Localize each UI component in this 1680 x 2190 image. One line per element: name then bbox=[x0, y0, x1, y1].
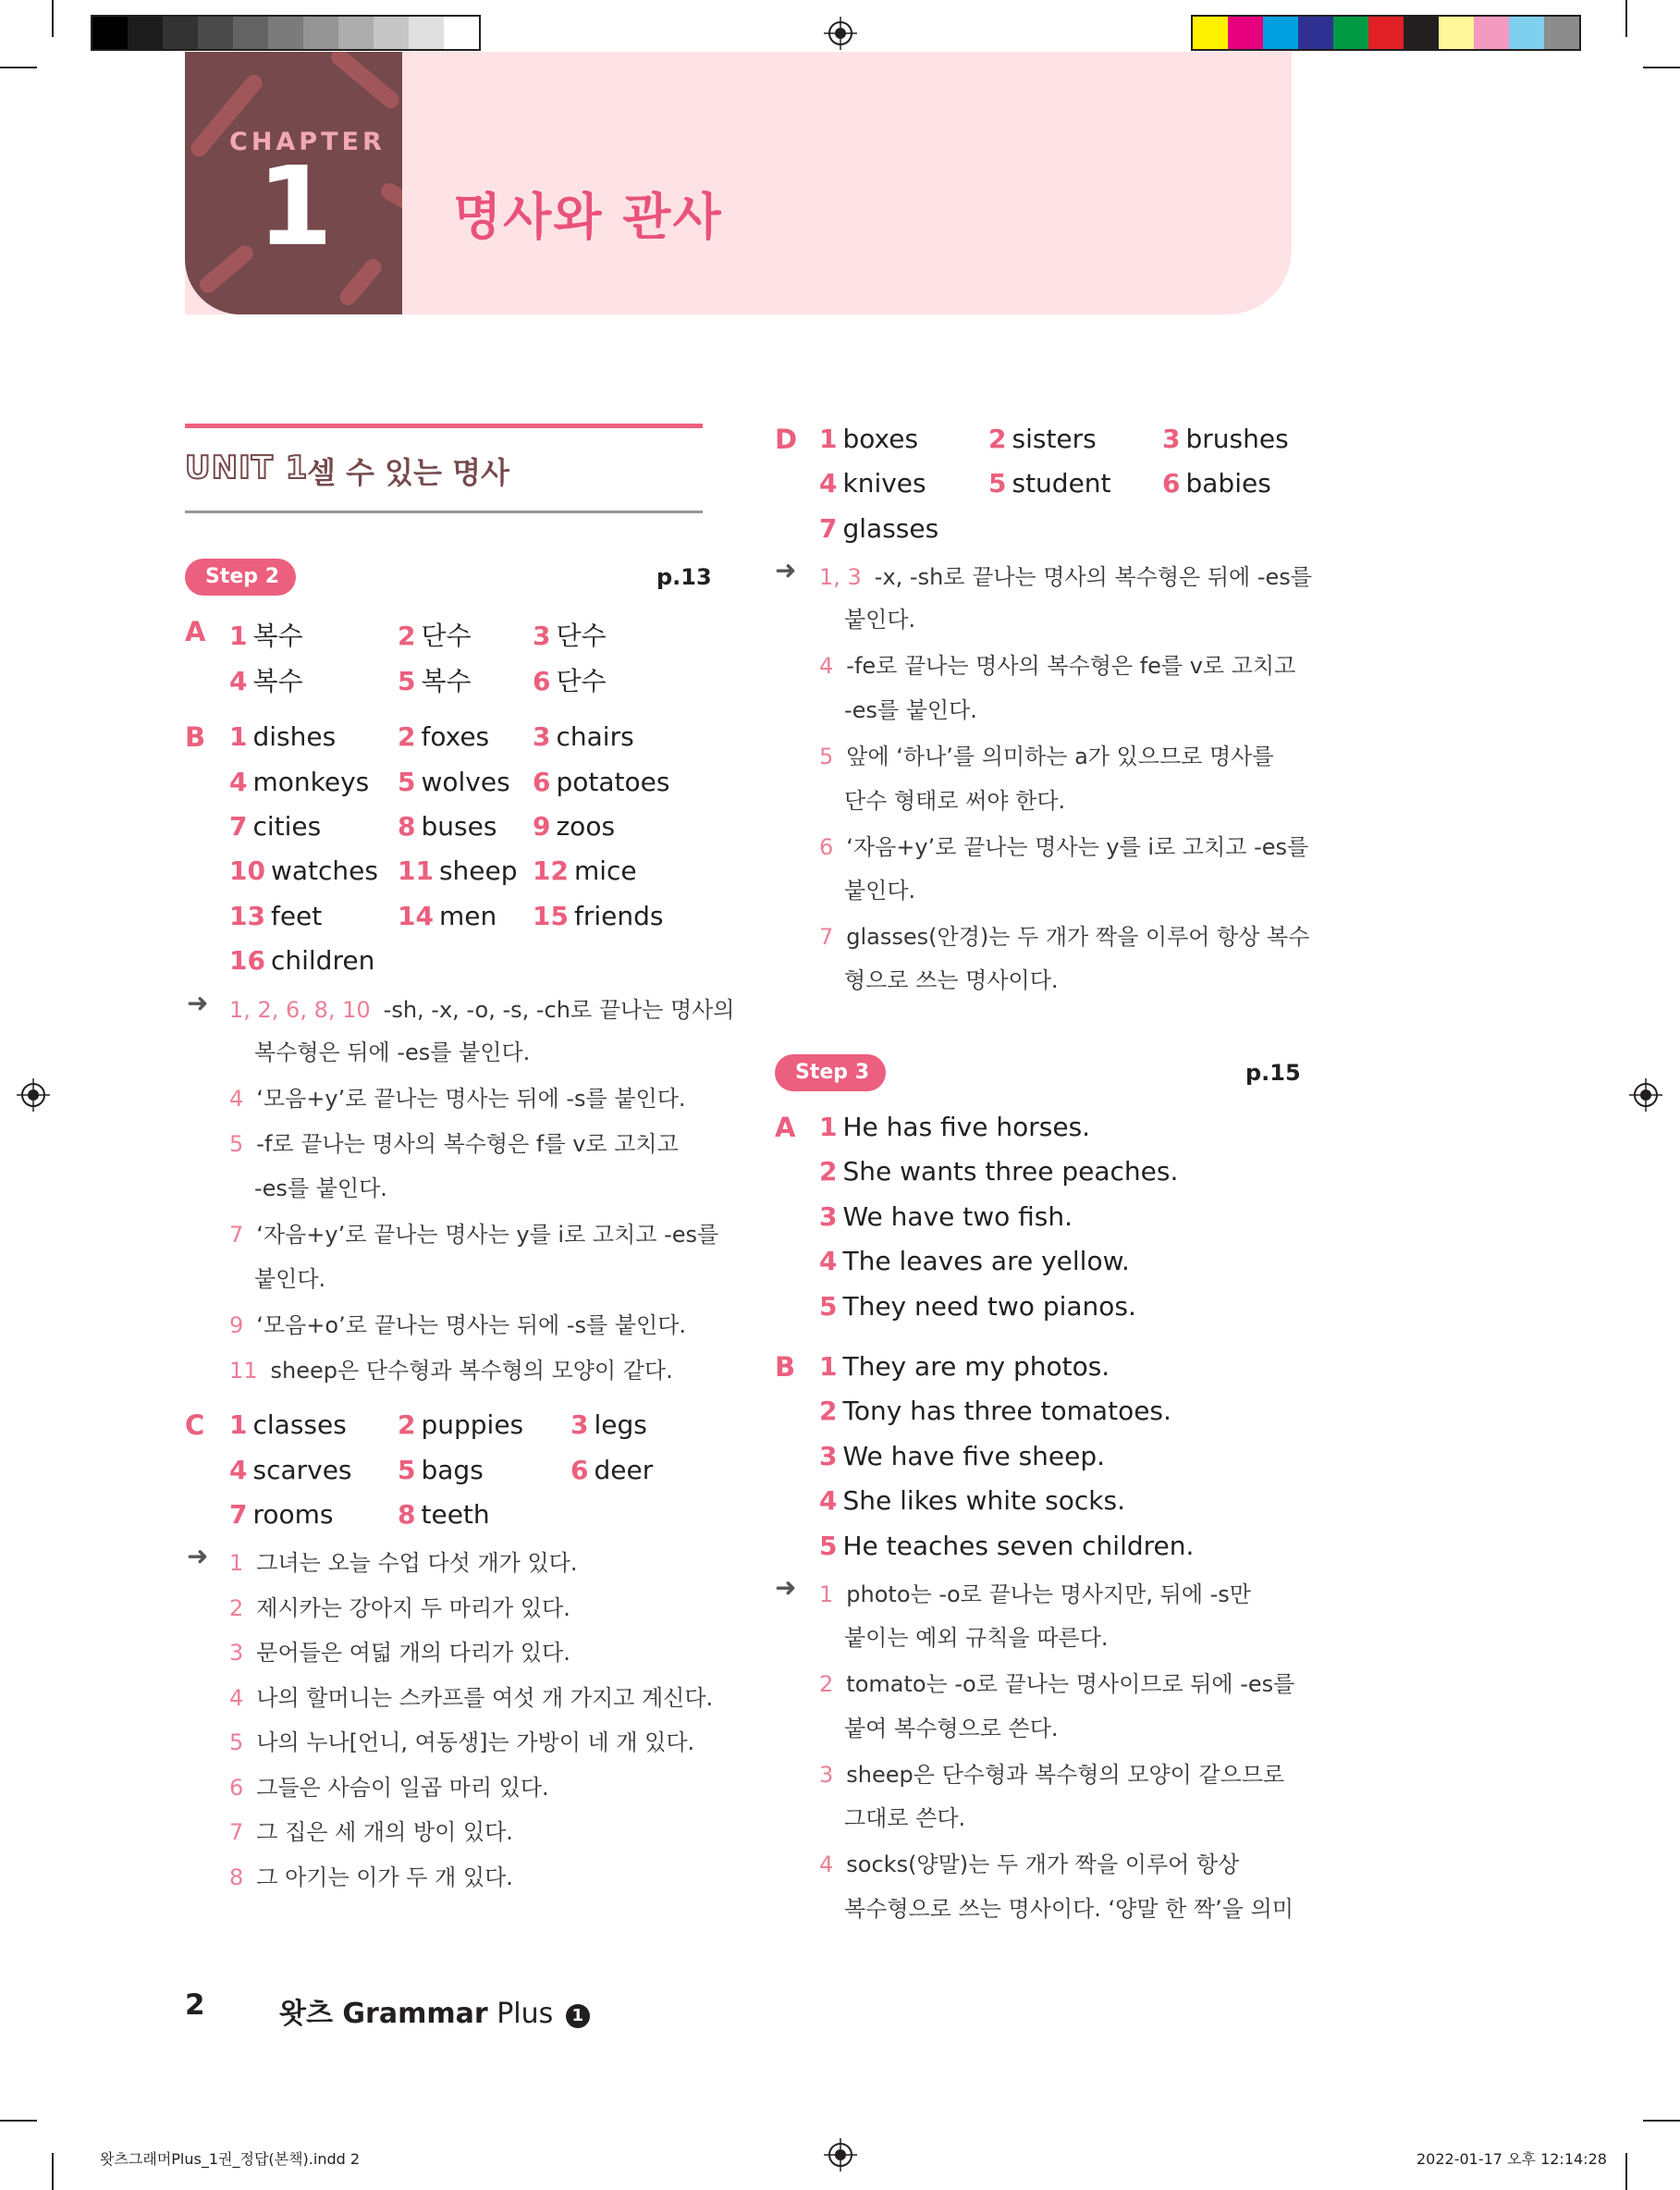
explanation-line: 7 glasses(안경)는 두 개가 짝을 이루어 항상 복수 bbox=[819, 924, 1310, 950]
explanation-line: 6 그들은 사슴이 일곱 마리 있다. bbox=[229, 1775, 549, 1801]
step-3-page-ref: p.15 bbox=[1245, 1060, 1301, 1086]
answer-item: 1 classes bbox=[229, 1409, 347, 1440]
chapter-number: 1 bbox=[257, 142, 334, 270]
answer-item: 4 복수 bbox=[229, 666, 303, 696]
answer-item: 4 She likes white socks. bbox=[819, 1485, 1125, 1516]
answer-item: 1 복수 bbox=[229, 621, 303, 651]
answer-item: 9 zoos bbox=[533, 811, 616, 842]
page-number: 2 bbox=[185, 1988, 205, 2022]
answer-item: 2 foxes bbox=[398, 721, 490, 752]
answer-item: 13 feet bbox=[229, 901, 323, 931]
process-color-bar bbox=[1191, 15, 1581, 51]
explanation-line: 4 -fe로 끝나는 명사의 복수형은 fe를 v로 고치고 bbox=[819, 653, 1296, 679]
answer-item: 2 She wants three peaches. bbox=[819, 1156, 1179, 1187]
answer-item: 7 rooms bbox=[229, 1499, 334, 1530]
explanation-line: 3 문어들은 여덟 개의 다리가 있다. bbox=[229, 1640, 570, 1666]
answer-item: 10 watches bbox=[229, 855, 378, 886]
answer-item: 7 cities bbox=[229, 811, 322, 842]
answer-item: 4 knives bbox=[819, 468, 926, 498]
answer-item: 8 buses bbox=[398, 811, 497, 842]
crop-mark bbox=[1643, 2120, 1680, 2122]
answer-item: 4 monkeys bbox=[229, 767, 370, 797]
explanation-line: -es를 붙인다. bbox=[844, 697, 977, 723]
answer-item: 3 brushes bbox=[1162, 424, 1289, 454]
explanation-line: 1 photo는 -o로 끝나는 명사지만, 뒤에 -s만 bbox=[819, 1581, 1251, 1607]
registration-mark-icon bbox=[17, 1078, 50, 1112]
explanation-line: 3 sheep은 단수형과 복수형의 모양이 같으므로 bbox=[819, 1762, 1285, 1788]
answer-item: 5 복수 bbox=[398, 666, 472, 696]
explanation-line: 1 그녀는 오늘 수업 다섯 개가 있다. bbox=[229, 1550, 578, 1576]
chapter-title: 명사와 관사 bbox=[453, 188, 723, 246]
explanation-line: 5 앞에 ‘하나’를 의미하는 a가 있으므로 명사를 bbox=[819, 744, 1274, 769]
answer-item: 2 Tony has three tomatoes. bbox=[819, 1396, 1171, 1426]
answer-item: 2 단수 bbox=[398, 621, 472, 651]
explanation-line: 11 sheep은 단수형과 복수형의 모양이 같다. bbox=[229, 1358, 673, 1384]
answer-item: 6 potatoes bbox=[533, 767, 670, 797]
arrow-right-icon: ➜ bbox=[775, 1572, 797, 1603]
answer-item: 6 deer bbox=[570, 1455, 654, 1485]
section-label: B bbox=[185, 721, 206, 753]
registration-mark-icon bbox=[824, 17, 857, 50]
explanation-line: 5 -f로 끝나는 명사의 복수형은 f를 v로 고치고 bbox=[229, 1131, 679, 1157]
answer-item: 5 He teaches seven children. bbox=[819, 1531, 1195, 1561]
crop-mark bbox=[1625, 0, 1627, 37]
crop-mark bbox=[0, 67, 37, 68]
explanation-line: 붙이는 예외 규칙을 따른다. bbox=[844, 1625, 1109, 1651]
section-label: A bbox=[775, 1112, 796, 1143]
print-slug-date: 2022-01-17 오후 12:14:28 bbox=[1416, 2150, 1607, 2168]
answer-item: 7 glasses bbox=[819, 513, 939, 544]
crop-mark bbox=[1625, 2153, 1627, 2190]
step-3-badge: Step 3 bbox=[775, 1054, 886, 1091]
arrow-right-icon: ➜ bbox=[187, 1541, 209, 1571]
answer-item: 5 wolves bbox=[398, 767, 510, 797]
unit-top-rule bbox=[185, 424, 703, 428]
answer-item: 3 chairs bbox=[533, 721, 634, 752]
step-2-badge: Step 2 bbox=[185, 559, 296, 596]
section-label: B bbox=[775, 1351, 796, 1383]
unit-title: 셀 수 있는 명사 bbox=[307, 455, 509, 490]
crop-mark bbox=[52, 0, 54, 37]
registration-mark-icon bbox=[1629, 1078, 1662, 1112]
explanation-line: 4 나의 할머니는 스카프를 여섯 개 가지고 계신다. bbox=[229, 1685, 714, 1711]
explanation-line: 1, 2, 6, 8, 10 -sh, -x, -o, -s, -ch로 끝나는 명사의 bbox=[229, 997, 735, 1023]
answer-item: 1 He has five horses. bbox=[819, 1112, 1091, 1142]
answer-item: 3 단수 bbox=[533, 621, 607, 651]
answer-item: 2 puppies bbox=[398, 1409, 524, 1440]
crop-mark bbox=[52, 2153, 54, 2190]
explanation-line: 7 ‘자음+y’로 끝나는 명사는 y를 i로 고치고 -es를 bbox=[229, 1222, 719, 1248]
answer-item: 5 student bbox=[988, 468, 1111, 498]
unit-tag: UNIT 1 bbox=[185, 449, 309, 486]
explanation-line: 복수형은 뒤에 -es를 붙인다. bbox=[254, 1040, 531, 1065]
step-2-page-ref: p.13 bbox=[656, 564, 712, 590]
chapter-label: CHAPTER bbox=[229, 128, 386, 156]
unit-bottom-rule bbox=[185, 511, 703, 513]
answer-item: 5 bags bbox=[398, 1455, 484, 1485]
chapter-badge bbox=[185, 52, 402, 314]
answer-item: 5 They need two pianos. bbox=[819, 1291, 1136, 1322]
crop-mark bbox=[1643, 67, 1680, 68]
arrow-right-icon: ➜ bbox=[187, 988, 209, 1018]
grayscale-color-bar bbox=[91, 15, 481, 51]
answer-item: 1 boxes bbox=[819, 424, 919, 454]
volume-badge: 1 bbox=[566, 2004, 590, 2028]
explanation-line: 2 tomato는 -o로 끝나는 명사이므로 뒤에 -es를 bbox=[819, 1671, 1295, 1697]
answer-item: 6 단수 bbox=[533, 666, 607, 696]
explanation-line: 4 ‘모음+y’로 끝나는 명사는 뒤에 -s를 붙인다. bbox=[229, 1086, 686, 1112]
answer-item: 3 legs bbox=[570, 1409, 647, 1440]
explanation-line: 7 그 집은 세 개의 방이 있다. bbox=[229, 1819, 513, 1845]
arrow-right-icon: ➜ bbox=[775, 555, 797, 585]
answer-item: 15 friends bbox=[533, 901, 664, 931]
explanation-line: 4 socks(양말)는 두 개가 짝을 이루어 항상 bbox=[819, 1852, 1240, 1877]
explanation-line: 붙인다. bbox=[844, 878, 916, 904]
explanation-line: 붙여 복수형으로 쓴다. bbox=[844, 1716, 1059, 1741]
answer-item: 4 The leaves are yellow. bbox=[819, 1246, 1130, 1276]
explanation-line: 6 ‘자음+y’로 끝나는 명사는 y를 i로 고치고 -es를 bbox=[819, 834, 1309, 860]
explanation-line: 그대로 쓴다. bbox=[844, 1805, 966, 1831]
explanation-line: 붙인다. bbox=[254, 1266, 326, 1292]
registration-mark-icon bbox=[824, 2138, 857, 2172]
answer-item: 12 mice bbox=[533, 855, 637, 886]
book-title: 왓츠 Grammar Plus 1 bbox=[279, 1990, 590, 2031]
crop-mark bbox=[0, 2120, 37, 2122]
explanation-line: -es를 붙인다. bbox=[254, 1175, 387, 1201]
explanation-line: 2 제시카는 강아지 두 마리가 있다. bbox=[229, 1595, 570, 1621]
explanation-line: 9 ‘모음+o’로 끝나는 명사는 뒤에 -s를 붙인다. bbox=[229, 1312, 687, 1338]
answer-item: 2 sisters bbox=[988, 424, 1097, 454]
answer-item: 6 babies bbox=[1162, 468, 1271, 498]
answer-item: 11 sheep bbox=[398, 855, 518, 886]
answer-item: 3 We have two fish. bbox=[819, 1201, 1073, 1232]
explanation-line: 형으로 쓰는 명사이다. bbox=[844, 967, 1059, 993]
explanation-line: 8 그 아기는 이가 두 개 있다. bbox=[229, 1864, 513, 1890]
answer-item: 3 We have five sheep. bbox=[819, 1441, 1106, 1471]
answer-item: 8 teeth bbox=[398, 1499, 490, 1530]
section-label: A bbox=[185, 616, 206, 647]
section-label: D bbox=[775, 424, 798, 455]
answer-item: 14 men bbox=[398, 901, 497, 931]
section-label: C bbox=[185, 1409, 205, 1441]
explanation-line: 5 나의 누나[언니, 여동생]는 가방이 네 개 있다. bbox=[229, 1729, 695, 1755]
print-slug-file: 왓츠그래머Plus_1권_정답(본책).indd 2 bbox=[100, 2150, 361, 2168]
explanation-line: 붙인다. bbox=[844, 607, 916, 633]
answer-item: 4 scarves bbox=[229, 1455, 352, 1485]
answer-item: 16 children bbox=[229, 945, 375, 976]
explanation-line: 복수형으로 쓰는 명사이다. ‘양말 한 짝’을 의미 bbox=[844, 1896, 1294, 1922]
explanation-line: 단수 형태로 써야 한다. bbox=[844, 788, 1066, 814]
answer-item: 1 dishes bbox=[229, 721, 337, 752]
explanation-line: 1, 3 -x, -sh로 끝나는 명사의 복수형은 뒤에 -es를 bbox=[819, 564, 1312, 590]
answer-item: 1 They are my photos. bbox=[819, 1351, 1110, 1382]
